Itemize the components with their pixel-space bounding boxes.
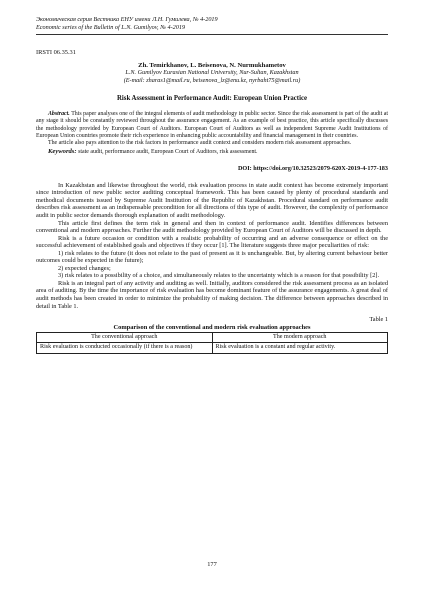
body-paragraph-2: This article first defines the term risk in general and then in context of performance audit. Identifies differences between conventional and modern approaches. Further the audit methodology provided by European Court of Auditors will be discussed in depth. xyxy=(36,219,388,235)
running-header xyxy=(36,16,388,32)
table-cell: Risk evaluation is conducted occasionally (if there is a reason) xyxy=(37,343,213,353)
page-number: 177 xyxy=(207,561,217,568)
body-text xyxy=(36,182,388,310)
table-header-row xyxy=(37,333,388,343)
abstract xyxy=(36,111,388,140)
table-header-cell: The conventional approach xyxy=(37,333,213,343)
risk-peculiarity-2: 2) expected changes; xyxy=(58,264,111,272)
abstract-continued: The article also pays attention to the risk factors in performance audit context and considers modern risk assessment approaches. xyxy=(48,140,352,147)
table-caption: Comparison of the conventional and modern risk evaluation approaches xyxy=(113,324,311,332)
body-paragraph-3: Risk is a future occasion or condition with a realistic probability of occurring and an adverse consequence or effect on the successful achievement of established goals and objectives if they occur [1]. The literature suggests three major peculiarities of risk: xyxy=(36,234,388,250)
abstract-text: This paper analyses one of the integral elements of audit methodology in public sector. Since the risk assessment is part of the audit at any stage it should be constantly reviewed throughout the assurance engagement. As an example of best practice, this article specifically discusses the methodology provided by European Court of Auditors. European Court of Auditors as well as independent Supreme Audit Institutions of European Union countries promote their rich experience in enhancing public accountability and financial management in their countries. xyxy=(36,111,388,139)
risk-peculiarity-3: 3) risk relates to a possibility of a choice, and simultaneously relates to the uncertainty which is a reason for that possibility [2]. xyxy=(58,272,380,280)
abstract-label: Abstract. xyxy=(48,111,70,117)
doi-link[interactable]: DOI: https://doi.org/10.32523/2079-620X-2019-4-177-183 xyxy=(237,164,388,172)
keywords-text: state audit, performance audit, European Court of Auditors, risk assessment. xyxy=(78,149,258,156)
running-header-line-2: Economic series of the Bulletin of L.N. Gumilyov, № 4-2019 xyxy=(36,24,186,31)
irsti-code: IRSTI 06.35.31 xyxy=(36,49,76,56)
table-row xyxy=(37,343,388,353)
table-label: Table 1 xyxy=(369,316,388,324)
keywords-label: Keywords: xyxy=(48,148,77,156)
paper-title: Risk Assessment in Performance Audit: European Union Practice xyxy=(117,95,307,102)
table-cell: Risk evaluation is a constant and regular activity. xyxy=(212,343,388,353)
affiliation: L.N. Gumilyov Eurasian National University, Nur-Sultan, Kazakhstan xyxy=(125,69,299,76)
header-rule xyxy=(36,34,388,35)
risk-peculiarity-1: 1) risk relates to the future (it does not relate to the past of present as it is unchangeable. But, by altering current behaviour better outcomes could be expected in the future); xyxy=(36,249,388,265)
author-emails: (E-mail: zharas1@mail.ru, beisenova_lz@enu.kz, nyrbaht75@mail.ru) xyxy=(123,77,301,84)
table-header-cell: The modern approach xyxy=(212,333,388,343)
body-paragraph-4: Risk is an integral part of any activity and auditing as well. Initially, auditors considered the risk assessment process as an isolated area of auditing. By the time the importance of risk evaluation has become dominant feature of the assurance engagements. A great deal of audit methods has been created in order to minimize the probability of making decision. The difference between approaches described in detail in Table 1. xyxy=(36,279,388,310)
body-paragraph-1: In Kazakhstan and likewise throughout the world, risk evaluation process in state audit context has become extremely important since introduction of new public sector auditing conceptual framework. This has been caused by plenty of procedural standards and methodical documents issued by Supreme Audit Institution of the Republic of Kazakhstan. Procedural standard on performance audit describes risk assessment as an indispensable precondition for all directions of this type of audit. However, the complexity of performance audit in public sector demands thorough explanation of audit methodology. xyxy=(36,181,388,219)
author-list: Zh. Temirkhanov, L. Beisenova, N. Nurmukhametov xyxy=(138,62,286,69)
comparison-table xyxy=(36,332,388,354)
running-header-line-1: Экономическая серия Вестника ЕНУ имени Л.Н. Гумилева, № 4-2019 xyxy=(36,16,218,23)
keywords xyxy=(36,148,388,156)
